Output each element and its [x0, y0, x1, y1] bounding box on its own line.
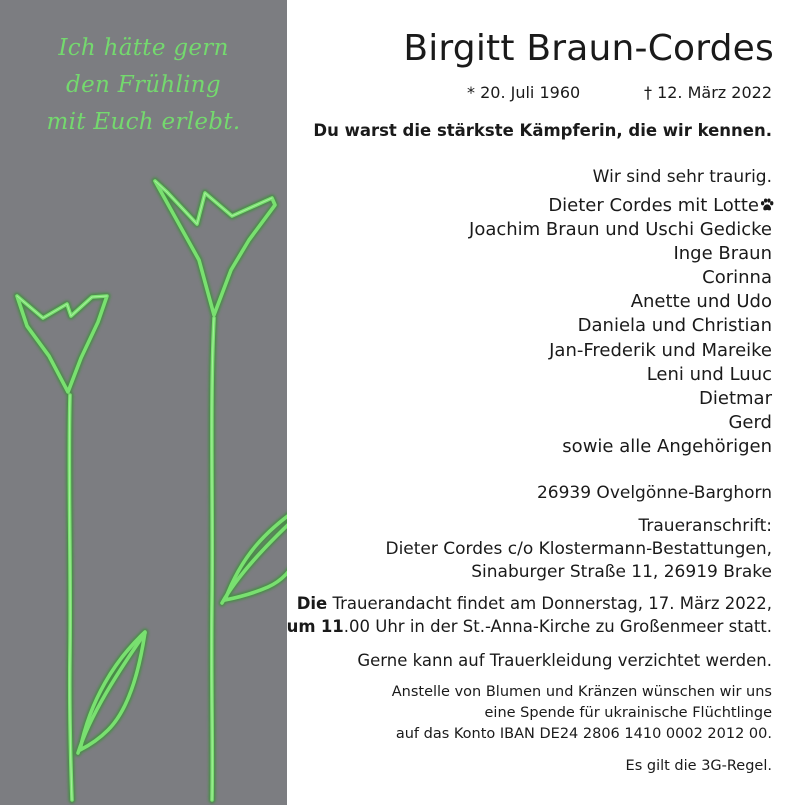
mourner-item: Inge Braun	[673, 243, 772, 264]
mourner-item: Jan-Frederik und Mareike	[549, 340, 772, 361]
deceased-name: Birgitt Braun-Cordes	[403, 28, 774, 69]
mourner-item: Joachim Braun und Uschi Gedicke	[469, 219, 772, 240]
motto-line-1: Ich hätte gern	[58, 35, 229, 61]
mourner-item: sowie alle Angehörigen	[562, 436, 772, 457]
mourner-item: Leni und Luuc	[646, 364, 772, 385]
mourner-item: Gerd	[728, 412, 772, 433]
birth-date: * 20. Juli 1960	[467, 83, 581, 102]
residence: 26939 Ovelgönne-Barghorn	[536, 483, 772, 503]
mourner-item: Daniela und Christian	[577, 315, 772, 336]
dress-note: Gerne kann auf Trauerkleidung verzichtet werden.	[357, 651, 772, 670]
service-line-1: Die Trauerandacht findet am Donnerstag, 17. März 2022,	[296, 594, 772, 613]
mourner-item: Corinna	[702, 267, 772, 288]
text-column	[287, 0, 800, 805]
mourner-item: Dietmar	[699, 388, 772, 409]
paw-icon	[760, 198, 774, 212]
covid-rule: Es gilt die 3G-Regel.	[625, 758, 772, 774]
sad-line: Wir sind sehr traurig.	[592, 167, 772, 187]
donation-line-2: eine Spende für ukrainische Flüchtlinge	[484, 705, 772, 721]
address-label: Traueranschrift:	[638, 516, 772, 536]
donation-line-3: auf das Konto IBAN DE24 2806 1410 0002 2012 00.	[395, 726, 772, 742]
motto-line-3: mit Euch erlebt.	[46, 109, 241, 135]
mourner-item: Anette und Udo	[630, 291, 772, 312]
service-line-2: um 11.00 Uhr in der St.-Anna-Kirche zu Großenmeer statt.	[286, 617, 772, 636]
address-line-2: Sinaburger Straße 11, 26919 Brake	[471, 562, 772, 582]
donation-line-1: Anstelle von Blumen und Kränzen wünschen wir uns	[391, 684, 772, 700]
address-line-1: Dieter Cordes c/o Klostermann-Bestattungen,	[385, 539, 772, 559]
mourner-item: Dieter Cordes mit Lotte	[548, 195, 774, 216]
tribute-quote: Du warst die stärkste Kämpferin, die wir kennen.	[313, 121, 772, 140]
motto-line-2: den Frühling	[66, 72, 221, 98]
death-date: † 12. März 2022	[643, 83, 772, 102]
